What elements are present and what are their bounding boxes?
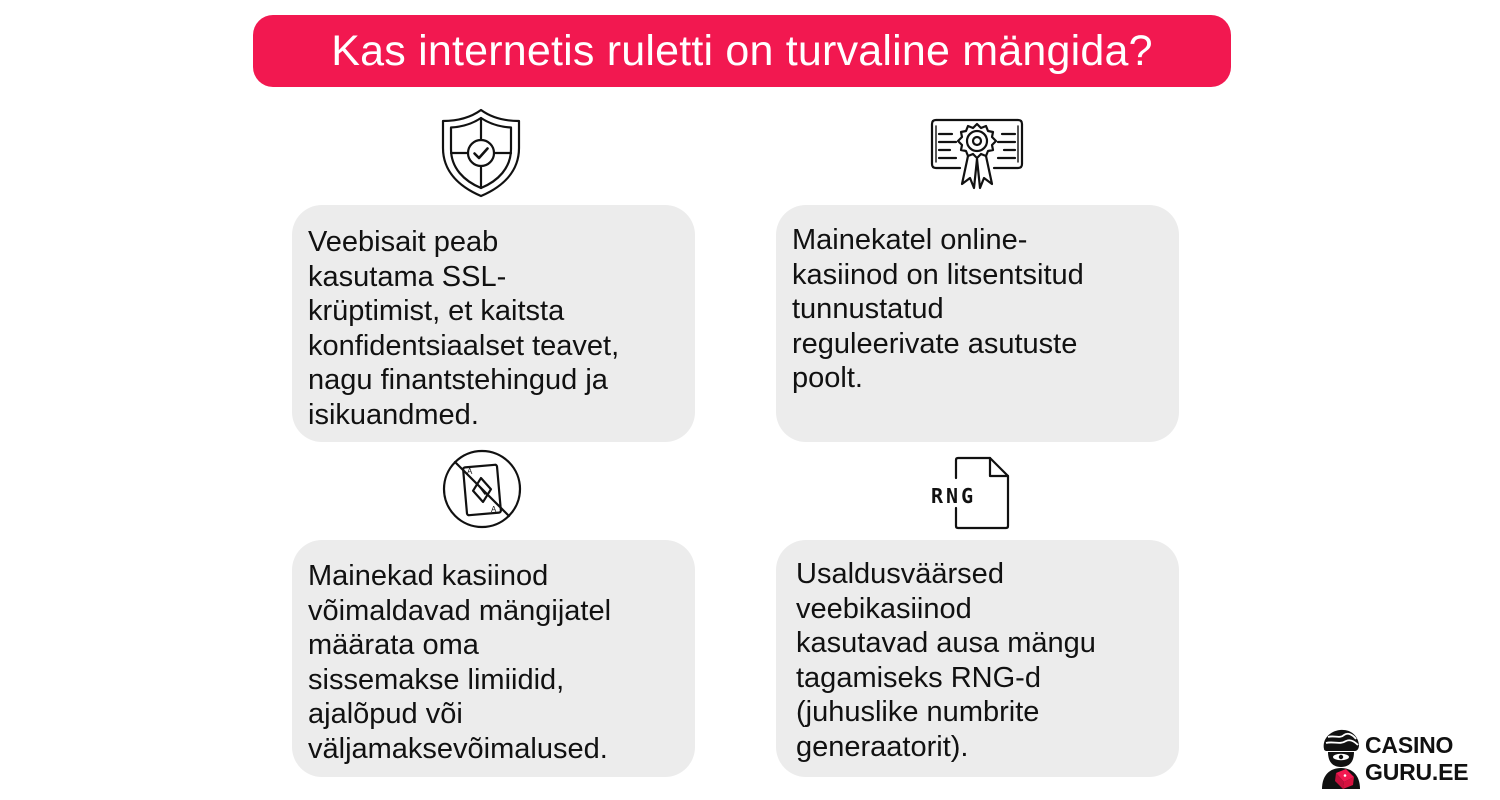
svg-text:A: A (467, 467, 473, 476)
rng-file-icon (928, 456, 1012, 530)
card-text (796, 557, 1165, 765)
card-line: generaatorit). (796, 730, 969, 763)
info-card-limits (292, 540, 695, 777)
page-title: Kas internetis ruletti on turvaline mängida? (331, 26, 1153, 75)
card-text (792, 223, 1165, 396)
card-line: ajalõpud või (308, 698, 463, 731)
card-line: kasutama SSL- (308, 260, 507, 293)
card-line: poolt. (792, 362, 863, 395)
card-line: kasiinod on litsentsitud (792, 258, 1084, 291)
card-text (308, 225, 681, 433)
title-banner (253, 15, 1231, 87)
card-line: Mainekatel online- (792, 224, 1028, 256)
casino-guru-logo-icon (1318, 727, 1364, 789)
brand-name-line2: GURU.EE (1365, 759, 1469, 785)
card-line: väljamaksevõimalused. (308, 732, 608, 765)
shield-check-icon (440, 108, 522, 198)
svg-text:A: A (491, 505, 497, 514)
brand-logo (1318, 727, 1478, 789)
card-line: Veebisait peab (308, 226, 499, 258)
brand-name-line1: CASINO (1365, 732, 1454, 758)
no-cards-icon (441, 448, 523, 530)
card-line: sissemakse limiidid, (308, 663, 565, 696)
card-line: veebikasiinod (796, 592, 972, 625)
card-line: nagu finantstehingud ja (308, 364, 608, 397)
card-line: krüptimist, et kaitsta (308, 295, 565, 328)
card-line: Mainekad kasiinod (308, 560, 549, 592)
card-line: Usaldusväärsed (796, 558, 1004, 590)
card-line: kasutavad ausa mängu (796, 627, 1096, 660)
info-card-license (776, 205, 1179, 442)
card-line: reguleerivate asutuste (792, 327, 1078, 360)
card-line: tunnustatud (792, 293, 944, 326)
card-line: (juhuslike numbrite (796, 696, 1040, 729)
info-card-ssl (292, 205, 695, 442)
card-line: isikuandmed. (308, 398, 479, 431)
card-text (308, 559, 681, 767)
info-card-rng (776, 540, 1179, 777)
card-line: võimaldavad mängijatel (308, 594, 612, 627)
card-line: määrata oma (308, 629, 479, 662)
card-line: konfidentsiaalset teavet, (308, 329, 620, 362)
card-line: tagamiseks RNG-d (796, 661, 1041, 694)
rng-icon-label: RNG (931, 484, 977, 508)
certificate-icon (930, 118, 1024, 194)
